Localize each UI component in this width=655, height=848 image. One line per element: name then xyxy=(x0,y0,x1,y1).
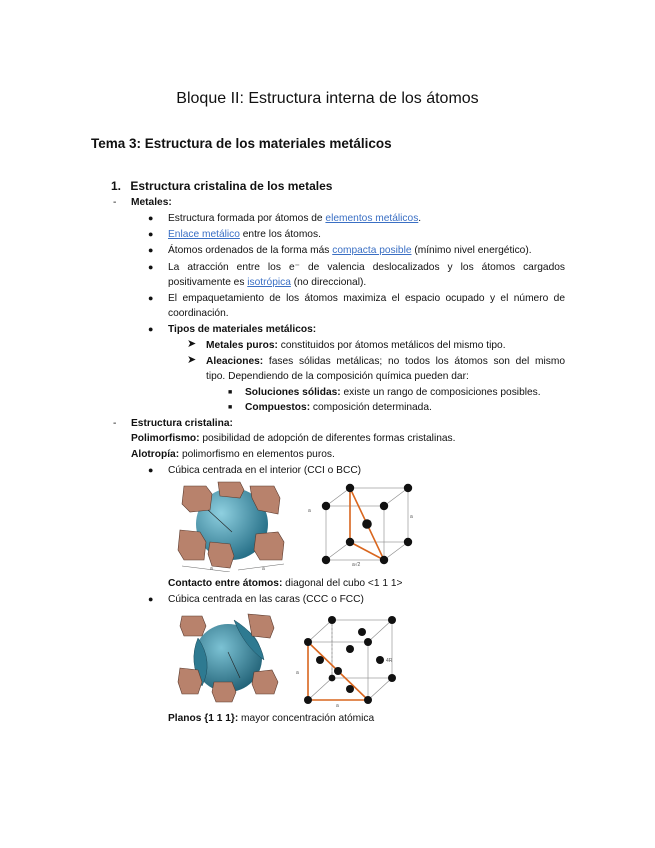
metales-puros xyxy=(206,338,506,353)
text: fases sólidas metálicas; no todos los átomos son del mismo xyxy=(263,356,565,367)
text: (no direccional). xyxy=(290,277,367,288)
text: Átomos ordenados de la forma más xyxy=(168,245,333,256)
square-bullet-icon: ■ xyxy=(228,404,233,411)
label: Metales puros: xyxy=(206,340,278,351)
square-bullet-icon: ■ xyxy=(228,389,233,396)
fcc-lattice-label-4r: 4R xyxy=(386,658,393,664)
metales-item-3 xyxy=(168,243,532,258)
text: constituidos por átomos metálicos del mismo tipo. xyxy=(277,340,506,351)
link-elementos-metalicos[interactable]: elementos metálicos xyxy=(325,213,419,224)
dash-bullet: - xyxy=(113,197,117,208)
fcc-lattice-diagram-image xyxy=(294,612,406,708)
text: composición determinada. xyxy=(310,402,432,413)
alotropia xyxy=(131,447,335,462)
text: Estructura formada por átomos de xyxy=(168,213,326,224)
link-isotropica[interactable]: isotrópica xyxy=(247,277,291,288)
dash-bullet: - xyxy=(113,418,117,429)
text: positivamente es xyxy=(168,277,248,288)
metales-item-5-line2: coordinación. xyxy=(168,308,229,319)
bullet-dot: ● xyxy=(148,293,154,303)
bullet-dot: ● xyxy=(148,213,154,223)
metales-item-4-line2 xyxy=(168,275,366,290)
section-number: 1. xyxy=(111,179,122,193)
bcc-lattice-label-a1: a xyxy=(308,508,311,514)
metales-item-2 xyxy=(168,227,321,242)
fcc-label: Cúbica centrada en las caras (CCC o FCC) xyxy=(168,594,364,605)
link-enlace-metalico[interactable]: Enlace metálico xyxy=(168,229,240,240)
fcc-lattice-label-a2: a xyxy=(336,703,339,708)
metales-item-1 xyxy=(168,211,421,226)
text: existe un rango de composiciones posibles. xyxy=(340,387,541,398)
page-title: Bloque II: Estructura interna de los átomos xyxy=(176,90,479,107)
label: Aleaciones: xyxy=(206,356,264,367)
fcc-lattice-label-a1: a xyxy=(296,670,299,676)
bcc-model-label-a1: a xyxy=(210,566,213,572)
label: Soluciones sólidas: xyxy=(245,387,341,398)
aleaciones-line2: tipo. Dependiendo de la composición química pueden dar: xyxy=(206,371,469,382)
metales-item-5-line1: El empaquetamiento de los átomos maximiza el espacio ocupado y el número de xyxy=(168,293,565,304)
section-heading xyxy=(111,179,332,193)
bcc-label: Cúbica centrada en el interior (CCI o BCC) xyxy=(168,465,362,476)
text: . xyxy=(418,213,422,224)
tema-heading: Tema 3: Estructura de los materiales metálicos xyxy=(91,136,392,151)
text: diagonal del cubo <1 1 1> xyxy=(282,578,403,589)
link-compacta-posible[interactable]: compacta posible xyxy=(332,245,412,256)
bcc-caption xyxy=(168,576,402,591)
bullet-dot: ● xyxy=(148,465,154,475)
label: Alotropía: xyxy=(131,449,180,460)
bullet-dot: ● xyxy=(148,262,154,272)
text: mayor concentración atómica xyxy=(238,713,375,724)
bcc-lattice-diagram-image xyxy=(306,478,418,568)
aleaciones-line1 xyxy=(206,354,565,369)
bcc-lattice-label-root: a√2 xyxy=(352,562,361,568)
polimorfismo xyxy=(131,431,455,446)
bcc-sphere-model-image xyxy=(170,480,292,572)
label: Compuestos: xyxy=(245,402,311,413)
tipos-label: Tipos de materiales metálicos: xyxy=(168,324,317,335)
arrow-bullet-icon: ➤ xyxy=(187,338,197,350)
bcc-model-label-a2: a xyxy=(262,566,265,572)
label: Contacto entre átomos: xyxy=(168,578,283,589)
compuestos xyxy=(245,400,432,415)
bcc-lattice-label-a2: a xyxy=(410,514,413,520)
estructura-label: Estructura cristalina: xyxy=(131,418,233,429)
metales-label: Metales: xyxy=(131,197,172,208)
bullet-dot: ● xyxy=(148,245,154,255)
label: Planos {1 1 1}: xyxy=(168,713,239,724)
section-title: Estructura cristalina de los metales xyxy=(130,179,333,193)
soluciones-solidas xyxy=(245,385,541,400)
arrow-bullet-icon: ➤ xyxy=(187,354,197,366)
label: Polimorfismo: xyxy=(131,433,200,444)
metales-item-4-line1: La atracción entre los e⁻ de valencia deslocalizados y los átomos cargados xyxy=(168,262,565,273)
text: polimorfismo en elementos puros. xyxy=(179,449,335,460)
text: entre los átomos. xyxy=(239,229,321,240)
text: posibilidad de adopción de diferentes formas cristalinas. xyxy=(199,433,456,444)
fcc-sphere-model-image xyxy=(174,612,284,704)
bullet-dot: ● xyxy=(148,229,154,239)
fcc-caption xyxy=(168,711,374,726)
bullet-dot: ● xyxy=(148,594,154,604)
text: (mínimo nivel energético). xyxy=(411,245,532,256)
bullet-dot: ● xyxy=(148,324,154,334)
